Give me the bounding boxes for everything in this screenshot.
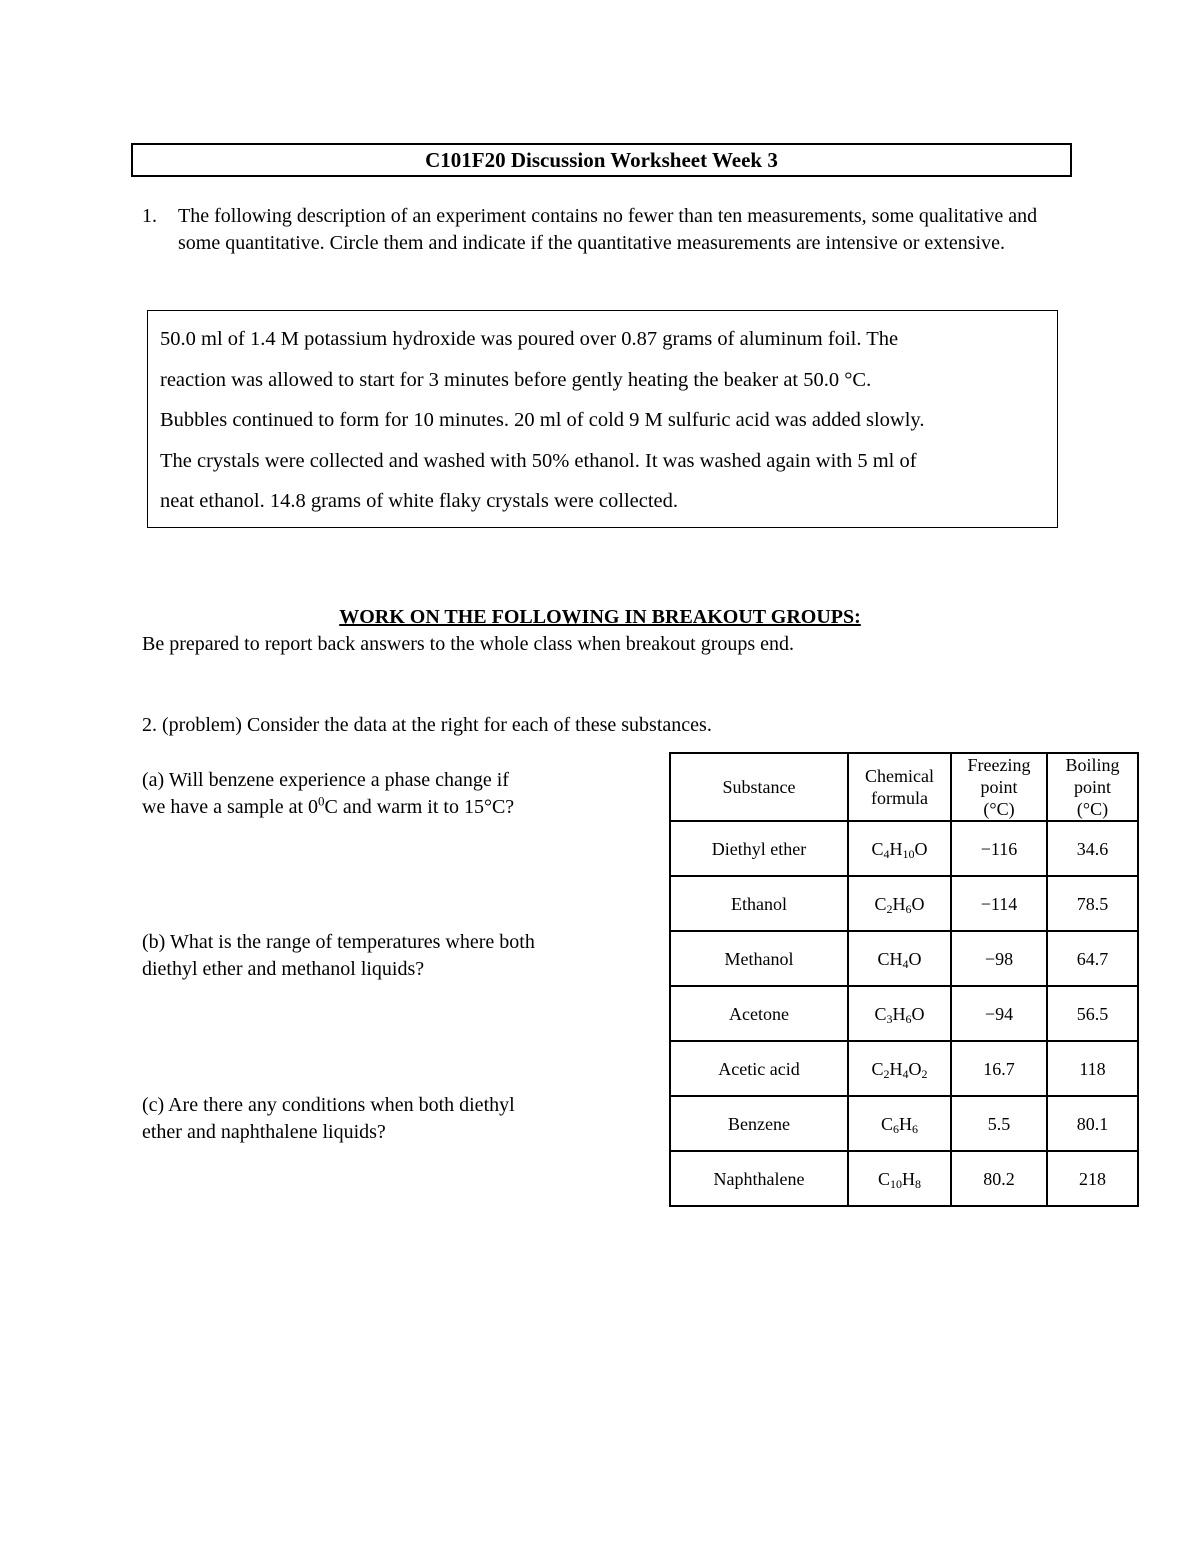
chemical-formula-cell [848, 1041, 951, 1096]
boiling-point-cell: 118 [1047, 1041, 1138, 1096]
question-2c-line-2: ether and naphthalene liquids? [142, 1121, 386, 1143]
boiling-point-cell: 80.1 [1047, 1096, 1138, 1151]
freezing-point-cell: −98 [951, 931, 1047, 986]
formula-element: CH [877, 948, 903, 969]
table-row [670, 1041, 1138, 1096]
header-text: point [1073, 777, 1111, 797]
substance-name-cell: Acetone [670, 986, 848, 1041]
formula-element: C [871, 1058, 884, 1079]
table-row [670, 931, 1138, 986]
boiling-point-cell: 218 [1047, 1151, 1138, 1206]
table-row [670, 876, 1138, 931]
formula-subscript: 6 [905, 901, 912, 916]
question-2-intro: 2. (problem) Consider the data at the right for each of these substances. [142, 714, 712, 736]
formula-subscript: 2 [886, 901, 893, 916]
freezing-point-cell: −116 [951, 821, 1047, 876]
question-2a-text: we have a sample at 0 [142, 796, 319, 818]
experiment-description-box [147, 310, 1058, 528]
formula-element: H [889, 1058, 903, 1079]
question-2a [142, 767, 622, 821]
freezing-point-cell: 80.2 [951, 1151, 1047, 1206]
question-2c [142, 1092, 622, 1146]
substance-data-table [669, 752, 1139, 1207]
question-2b-line-2: diethyl ether and methanol liquids? [142, 958, 425, 980]
formula-subscript: 6 [893, 1121, 899, 1136]
table-body [670, 821, 1138, 1206]
header-boiling-point [1047, 753, 1138, 821]
formula-subscript: 2 [883, 1066, 890, 1081]
chemical-formula-cell [848, 986, 951, 1041]
header-formula [848, 753, 951, 821]
formula-subscript: 3 [886, 1011, 893, 1026]
freezing-point-cell: −94 [951, 986, 1047, 1041]
formula-element: C [871, 838, 884, 859]
formula-subscript: 4 [883, 846, 890, 861]
experiment-line: neat ethanol. 14.8 grams of white flaky crystals were collected. [160, 490, 679, 512]
header-text: (°C) [983, 799, 1015, 819]
breakout-heading: WORK ON THE FOLLOWING IN BREAKOUT GROUPS: [339, 606, 861, 628]
table-row [670, 1151, 1138, 1206]
question-2a-line-2 [142, 794, 622, 821]
formula-subscript: 10 [890, 1176, 902, 1191]
header-text: (°C) [1076, 799, 1109, 819]
formula-subscript: 6 [905, 1011, 912, 1026]
formula-element: O [914, 838, 928, 859]
boiling-point-cell: 64.7 [1047, 931, 1138, 986]
formula-element: H [889, 838, 903, 859]
table-row [670, 821, 1138, 876]
substance-name-cell: Methanol [670, 931, 848, 986]
formula-element: C [874, 1003, 887, 1024]
formula-element: O [911, 893, 925, 914]
boiling-point-cell: 34.6 [1047, 821, 1138, 876]
question-2a-line-1: (a) Will benzene experience a phase change if [142, 769, 509, 791]
degree-superscript: 0 [318, 793, 325, 809]
formula-subscript: 2 [921, 1066, 928, 1081]
formula-subscript: 4 [902, 956, 909, 971]
header-text: Boiling [1065, 755, 1120, 775]
header-text: point [980, 777, 1018, 797]
breakout-subtext: Be prepared to report back answers to the whole class when breakout groups end. [142, 633, 795, 655]
substance-name-cell: Acetic acid [670, 1041, 848, 1096]
substance-name-cell: Naphthalene [670, 1151, 848, 1206]
formula-element: O [908, 948, 922, 969]
header-text: Freezing [967, 755, 1031, 775]
table-row [670, 986, 1138, 1041]
boiling-point-cell: 56.5 [1047, 986, 1138, 1041]
boiling-point-cell: 78.5 [1047, 876, 1138, 931]
question-1 [142, 203, 1062, 257]
experiment-line: The crystals were collected and washed with 50% ethanol. It was washed again with 5 ml of [160, 449, 917, 472]
question-2c-line-1: (c) Are there any conditions when both diethyl [142, 1094, 515, 1116]
formula-element: O [911, 1003, 925, 1024]
question-1-number: 1. [142, 205, 157, 227]
formula-element: H [892, 1003, 906, 1024]
formula-element: C [874, 893, 887, 914]
chemical-formula-cell [848, 821, 951, 876]
formula-subscript: 4 [902, 1066, 909, 1081]
experiment-line: 50.0 ml of 1.4 M potassium hydroxide was poured over 0.87 grams of aluminum foil. The [160, 328, 899, 350]
formula-subscript: 8 [915, 1176, 921, 1191]
chemical-formula-cell [848, 876, 951, 931]
formula-element: O [908, 1058, 922, 1079]
substance-name-cell: Benzene [670, 1096, 848, 1151]
formula-element: H [892, 893, 906, 914]
table-row [670, 1096, 1138, 1151]
formula-element: C [877, 1168, 890, 1189]
experiment-line: reaction was allowed to start for 3 minutes before gently heating the beaker at 50.0 °C. [160, 368, 872, 391]
header-text: formula [871, 788, 928, 808]
substance-name-cell: Ethanol [670, 876, 848, 931]
formula-element: H [899, 1113, 912, 1134]
substance-name-cell: Diethyl ether [670, 821, 848, 876]
experiment-line: Bubbles continued to form for 10 minutes. 20 ml of cold 9 M sulfuric acid was added slowly. [160, 409, 925, 431]
formula-element: H [902, 1168, 915, 1189]
chemical-formula-cell [848, 1151, 951, 1206]
worksheet-title: C101F20 Discussion Worksheet Week 3 [131, 143, 1072, 177]
question-1-text: The following description of an experiment contains no fewer than ten measurements, some qualitative and some quantitative. Circle them and indicate if the quantitative measurements are intensive or extensive. [178, 205, 1038, 254]
formula-subscript: 6 [912, 1121, 918, 1136]
freezing-point-cell: 5.5 [951, 1096, 1047, 1151]
chemical-formula-cell [848, 931, 951, 986]
header-freezing-point [951, 753, 1047, 821]
freezing-point-cell: 16.7 [951, 1041, 1047, 1096]
table-header-row [670, 753, 1138, 821]
header-substance: Substance [670, 753, 848, 821]
question-2b-line-1: (b) What is the range of temperatures where both [142, 931, 535, 953]
freezing-point-cell: −114 [951, 876, 1047, 931]
question-2b [142, 929, 622, 983]
chemical-formula-cell [848, 1096, 951, 1151]
formula-element: C [880, 1113, 893, 1134]
formula-subscript: 10 [902, 846, 915, 861]
question-2a-text: C and warm it to 15°C? [324, 796, 515, 818]
header-text: Chemical [865, 766, 934, 786]
